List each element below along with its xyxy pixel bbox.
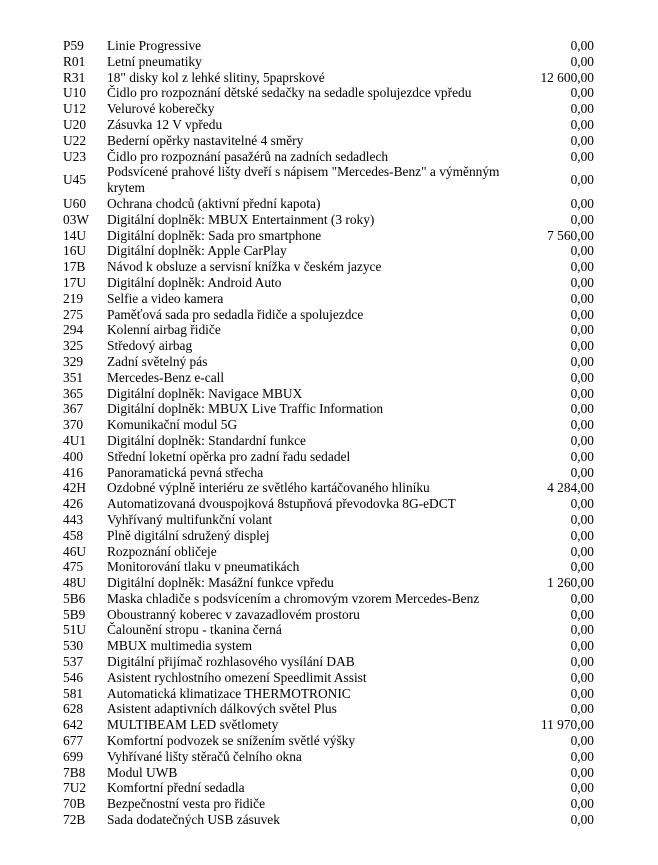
table-row	[63, 480, 594, 496]
option-price: 11 970,00	[540, 717, 594, 733]
option-description: Letní pneumatiky	[107, 53, 202, 69]
table-row	[63, 259, 594, 275]
option-description: Čidlo pro rozpoznání pasažérů na zadních sedadlech	[107, 148, 389, 164]
option-description: Komfortní přední sedadla	[107, 780, 245, 796]
table-row	[63, 496, 594, 512]
option-price: 0,00	[570, 622, 594, 638]
option-price: 4 284,00	[547, 480, 594, 496]
option-description: Bezpečnostní vesta pro řidiče	[107, 796, 266, 812]
option-code: 699	[63, 748, 84, 764]
option-description: Modul UWB	[107, 764, 178, 780]
table-row	[63, 575, 594, 591]
option-description: Asistent rychlostního omezení Speedlimit Assist	[107, 669, 367, 685]
option-description: Panoramatická pevná střecha	[107, 464, 264, 480]
option-code: U10	[63, 85, 87, 101]
option-price: 0,00	[570, 338, 594, 354]
table-row	[63, 149, 594, 165]
option-description: Digitální doplněk: Masážní funkce vpředu	[107, 575, 334, 591]
option-description: 18" disky kol z lehké slitiny, 5paprskové	[107, 69, 325, 85]
option-price: 0,00	[570, 322, 594, 338]
table-row	[63, 70, 594, 86]
table-row	[63, 591, 594, 607]
table-row	[63, 780, 594, 796]
equipment-rows	[63, 38, 594, 828]
table-row	[63, 101, 594, 117]
option-description: Komunikační modul 5G	[107, 417, 238, 433]
table-row	[63, 622, 594, 638]
table-row	[63, 307, 594, 323]
option-description: Čidlo pro rozpoznání dětské sedačky na sedadle spolujezdce vpředu	[107, 85, 472, 101]
option-code: P59	[63, 38, 84, 53]
option-code: 642	[63, 717, 84, 733]
option-code: U45	[63, 172, 87, 188]
option-code: U23	[63, 148, 87, 164]
option-price: 0,00	[570, 464, 594, 480]
table-row	[63, 370, 594, 386]
option-price: 0,00	[570, 432, 594, 448]
table-row	[63, 196, 594, 212]
table-row	[63, 686, 594, 702]
option-description: Paměťová sada pro sedadla řidiče a spolujezdce	[107, 306, 364, 322]
option-price: 0,00	[570, 306, 594, 322]
table-row	[63, 528, 594, 544]
option-code: 426	[63, 496, 84, 512]
option-code: 70B	[63, 796, 86, 812]
table-row	[63, 133, 594, 149]
option-code: 42H	[63, 480, 87, 496]
option-code: 458	[63, 527, 84, 543]
option-price: 0,00	[570, 38, 594, 53]
option-price: 0,00	[570, 353, 594, 369]
table-row	[63, 638, 594, 654]
option-description: Monitorování tlaku v pneumatikách	[107, 559, 300, 575]
option-code: 46U	[63, 543, 87, 559]
option-code: 365	[63, 385, 84, 401]
option-description: Plně digitální sdružený displej	[107, 527, 270, 543]
table-row	[63, 212, 594, 228]
option-price: 0,00	[570, 148, 594, 164]
table-row	[63, 512, 594, 528]
option-price: 0,00	[570, 701, 594, 717]
table-row	[63, 228, 594, 244]
option-price: 0,00	[570, 417, 594, 433]
option-price: 0,00	[570, 638, 594, 654]
option-code: U60	[63, 195, 87, 211]
table-row	[63, 291, 594, 307]
option-description: Automatická klimatizace THERMOTRONIC	[107, 685, 351, 701]
option-code: 294	[63, 322, 84, 338]
option-code: 677	[63, 733, 84, 749]
option-code: 475	[63, 559, 84, 575]
option-price: 0,00	[570, 559, 594, 575]
option-code: 7B8	[63, 764, 86, 780]
table-row	[63, 607, 594, 623]
option-price: 0,00	[570, 101, 594, 117]
option-code: 581	[63, 685, 84, 701]
option-description: Návod k obsluze a servisní knížka v českém jazyce	[107, 259, 382, 275]
table-row	[63, 386, 594, 402]
table-row	[63, 765, 594, 781]
option-description: Digitální doplněk: Standardní funkce	[107, 432, 306, 448]
option-description: Digitální doplněk: Android Auto	[107, 274, 282, 290]
option-code: U22	[63, 132, 87, 148]
option-price: 0,00	[570, 606, 594, 622]
option-price: 0,00	[570, 172, 594, 188]
option-description: Ozdobné výplně interiéru ze světlého kartáčovaného hliníku	[107, 480, 430, 496]
option-code: R01	[63, 53, 86, 69]
table-row	[63, 749, 594, 765]
table-row	[63, 717, 594, 733]
option-price: 0,00	[570, 85, 594, 101]
option-code: 03W	[63, 211, 90, 227]
option-description: Komfortní podvozek se snížením světlé výšky	[107, 733, 356, 749]
table-row	[63, 544, 594, 560]
option-description: Čalounění stropu - tkanina černá	[107, 622, 282, 638]
option-code: 329	[63, 353, 84, 369]
option-description: Digitální přijímač rozhlasového vysílání DAB	[107, 654, 355, 670]
option-price: 0,00	[570, 369, 594, 385]
option-code: 537	[63, 654, 84, 670]
option-price: 0,00	[570, 401, 594, 417]
option-description: Vyhřívané lišty stěračů čelního okna	[107, 748, 302, 764]
option-description: Rozpoznání obličeje	[107, 543, 217, 559]
option-code: 14U	[63, 227, 87, 243]
option-description: MBUX multimedia system	[107, 638, 253, 654]
option-description: Středový airbag	[107, 338, 193, 354]
table-row	[63, 401, 594, 417]
option-price: 0,00	[570, 812, 594, 828]
option-description: Podsvícené prahové lišty dveří s nápisem "Mercedes-Benz" a výměnným krytem	[107, 164, 500, 196]
option-description: Bederní opěrky nastavitelné 4 směry	[107, 132, 304, 148]
option-price: 0,00	[570, 685, 594, 701]
option-description: Sada dodatečných USB zásuvek	[107, 812, 280, 828]
option-price: 0,00	[570, 590, 594, 606]
option-price: 0,00	[570, 290, 594, 306]
option-price: 0,00	[570, 543, 594, 559]
option-price: 12 600,00	[540, 69, 594, 85]
option-code: 51U	[63, 622, 87, 638]
table-row	[63, 85, 594, 101]
option-code: 48U	[63, 575, 87, 591]
option-description: Maska chladiče s podsvícením a chromovým vzorem Mercedes-Benz	[107, 590, 480, 606]
option-code: U20	[63, 116, 87, 132]
table-row	[63, 322, 594, 338]
option-code: 72B	[63, 812, 86, 828]
table-row	[63, 654, 594, 670]
option-price: 0,00	[570, 764, 594, 780]
option-code: 4U1	[63, 432, 87, 448]
table-row	[63, 338, 594, 354]
option-price: 0,00	[570, 116, 594, 132]
table-row	[63, 465, 594, 481]
option-price: 0,00	[570, 259, 594, 275]
option-description: Zásuvka 12 V vpředu	[107, 116, 223, 132]
option-code: 416	[63, 464, 84, 480]
option-code: 5B6	[63, 590, 86, 606]
table-row	[63, 670, 594, 686]
option-code: 367	[63, 401, 84, 417]
option-description: Digitální doplněk: MBUX Live Traffic Information	[107, 401, 384, 417]
option-description: Digitální doplněk: Navigace MBUX	[107, 385, 303, 401]
table-row	[63, 733, 594, 749]
option-description: Kolenní airbag řidiče	[107, 322, 221, 338]
option-price: 0,00	[570, 796, 594, 812]
table-row	[63, 449, 594, 465]
option-description: Automatizovaná dvouspojková 8stupňová převodovka 8G-eDCT	[107, 496, 456, 512]
option-price: 0,00	[570, 496, 594, 512]
option-code: 17B	[63, 259, 86, 275]
option-code: 628	[63, 701, 84, 717]
option-price: 0,00	[570, 748, 594, 764]
option-price: 0,00	[570, 385, 594, 401]
option-code: 275	[63, 306, 84, 322]
table-row	[63, 164, 594, 196]
option-code: 400	[63, 448, 84, 464]
table-row	[63, 275, 594, 291]
option-description: Digitální doplněk: MBUX Entertainment (3 roky)	[107, 211, 375, 227]
option-code: U12	[63, 101, 87, 117]
option-price: 0,00	[570, 211, 594, 227]
option-price: 1 260,00	[547, 575, 594, 591]
option-price: 0,00	[570, 527, 594, 543]
option-description: Mercedes-Benz e-call	[107, 369, 225, 385]
table-row	[63, 243, 594, 259]
table-row	[63, 701, 594, 717]
option-code: 7U2	[63, 780, 87, 796]
table-row	[63, 417, 594, 433]
option-description: Zadní světelný pás	[107, 353, 208, 369]
option-price: 0,00	[570, 132, 594, 148]
table-row	[63, 796, 594, 812]
option-price: 0,00	[570, 53, 594, 69]
table-row	[63, 354, 594, 370]
option-price: 0,00	[570, 243, 594, 259]
table-row	[63, 38, 594, 54]
option-description: Digitální doplněk: Sada pro smartphone	[107, 227, 322, 243]
option-price: 0,00	[570, 274, 594, 290]
option-price: 0,00	[570, 448, 594, 464]
option-description: Oboustranný koberec v zavazadlovém prostoru	[107, 606, 360, 622]
table-row	[63, 54, 594, 70]
equipment-price-table	[63, 38, 594, 828]
option-code: R31	[63, 69, 86, 85]
table-row	[63, 433, 594, 449]
table-row	[63, 117, 594, 133]
option-description: Linie Progressive	[107, 38, 202, 53]
option-price: 0,00	[570, 511, 594, 527]
table-row	[63, 812, 594, 828]
option-code: 219	[63, 290, 84, 306]
option-description: Selfie a video kamera	[107, 290, 224, 306]
option-description: Velurové koberečky	[107, 101, 215, 117]
option-code: 351	[63, 369, 84, 385]
option-description: MULTIBEAM LED světlomety	[107, 717, 279, 733]
option-price: 0,00	[570, 780, 594, 796]
option-code: 530	[63, 638, 84, 654]
option-price: 0,00	[570, 195, 594, 211]
option-code: 5B9	[63, 606, 86, 622]
option-code: 370	[63, 417, 84, 433]
option-description: Asistent adaptivních dálkových světel Plus	[107, 701, 337, 717]
option-price: 0,00	[570, 733, 594, 749]
option-description: Střední loketní opěrka pro zadní řadu sedadel	[107, 448, 351, 464]
option-description: Digitální doplněk: Apple CarPlay	[107, 243, 287, 259]
option-code: 325	[63, 338, 84, 354]
option-price: 0,00	[570, 669, 594, 685]
table-row	[63, 559, 594, 575]
option-description: Vyhřívaný multifunkční volant	[107, 511, 273, 527]
option-price: 0,00	[570, 654, 594, 670]
option-code: 443	[63, 511, 84, 527]
option-description: Ochrana chodců (aktivní přední kapota)	[107, 195, 321, 211]
option-code: 16U	[63, 243, 87, 259]
option-price: 7 560,00	[547, 227, 594, 243]
option-code: 546	[63, 669, 84, 685]
option-code: 17U	[63, 274, 87, 290]
